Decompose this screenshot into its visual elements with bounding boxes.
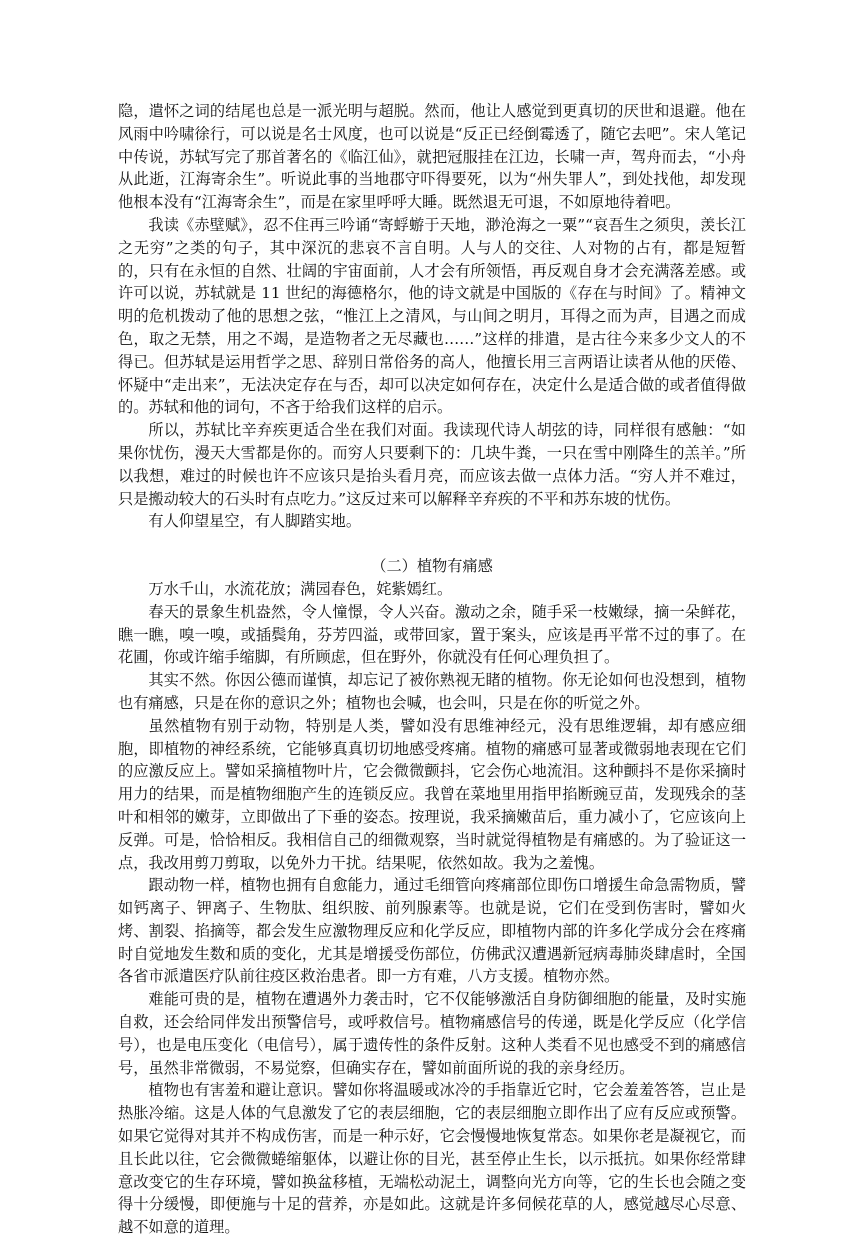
paragraph-shyness: 植物也有害羞和避让意识。譬如你将温暖或冰冷的手指靠近它时，它会羞羞答答，岂止是热胀冷缩。这是人体的气息激发了它的表层细胞，它的表层细胞立即作出了应有反应或预警。如果它觉得对其并不构成伤害，而是一种示好，它会慢慢地恢复常态。如果你老是凝视它，而且长此以往，它会微微蜷缩躯体，以避让你的目光，甚至停止生长，以示抵抗。如果你经常肆意改变它的生存环境，譬如换盆移植，无端松动泥土，调整向光方向等，它的生长也会随之变得十分缓慢，即便施与十足的营养，亦是如此。这就是许多伺候花草的人，感觉越尽心尽意、越不如意的道理。	[118, 1081, 746, 1237]
paragraph-warning-signals: 难能可贵的是，植物在遭遇外力袭击时，它不仅能够激活自身防御细胞的能量，及时实施自救，还会给同伴发出预警信号，或呼救信号。植物痛感信号的传递，既是化学反应（化学信号），也是电压变化（电信号），属于遗传性的条件反射。这种人类看不见也感受不到的痛感信号，虽然非常微弱，不易觉察，但确实存在，譬如前面所说的我的亲身经历。	[118, 990, 746, 1077]
paragraph-opening-verse: 万水千山，水流花放；满园春色，姹紫嫣红。	[148, 579, 453, 598]
paragraph-closing-line: 有人仰望星空，有人脚踏实地。	[148, 512, 362, 531]
paragraph-plant-nerves: 虽然植物有别于动物，特别是人类，譬如没有思维神经元，没有思维逻辑，却有感应细胞，即植物的神经系统，它能够真真切切地感受疼痛。植物的痛感可显著或微弱地表现在它们的应激反应上。譬如采摘植物叶片，它会微微颤抖，它会伤心地流泪。这种颤抖不是你采摘时用力的结果，而是植物细胞产生的连锁反应。我曾在菜地里用指甲掐断豌豆苗，发现残余的茎叶和相邻的嫩芽，立即做出了下垂的姿态。按理说，我采摘嫩苗后，重力减小了，它应该向上反弹。可是，恰恰相反。我相信自己的细微观察，当时就觉得植物是有痛感的。为了验证这一点，我改用剪刀剪取，以免外力干扰。结果呢，依然如故。我为之羞愧。	[118, 716, 746, 872]
paragraph-hu-xian: 所以，苏轼比辛弃疾更适合坐在我们对面。我读现代诗人胡弦的诗，同样很有感触：“如果你忧伤，漫天大雪都是你的。而穷人只要剩下的：几块牛粪，一只在雪中刚降生的羔羊。”所以我想，难过的时候也许不应该只是抬头看月亮，而应该去做一点体力活。“穷人并不难过，只是搬动较大的石头时有点吃力。”这反过来可以解释辛弃疾的不平和苏东坡的忧伤。	[118, 421, 746, 508]
paragraph-not-so: 其实不然。你因公德而谨慎，却忘记了被你熟视无睹的植物。你无论如何也没想到，植物也有痛感，只是在你的意识之外；植物也会喊，也会叫，只是在你的听觉之外。	[118, 671, 746, 712]
paragraph-continuation: 隐，遣怀之词的结尾也总是一派光明与超脱。然而，他让人感觉到更真切的厌世和退避。他在风雨中吟啸徐行，可以说是名士风度，也可以说是“反正已经倒霉透了，随它去吧”。宋人笔记中传说，苏轼写完了那首著名的《临江仙》，就把冠服挂在江边，长啸一声，驾舟而去，“小舟从此逝，江海寄余生”。听说此事的当地郡守吓得要死，以为“州失罪人”，到处找他，却发现他根本没有“江海寄余生”，而是在家里呼呼大睡。既然退无可退，不如原地待着吧。	[118, 102, 746, 212]
paragraph-spring-scene: 春天的景象生机盎然，令人憧憬，令人兴奋。激动之余，随手采一枝嫩绿，摘一朵鲜花，瞧一瞧，嗅一嗅，或插鬓角，芬芳四溢，或带回家，置于案头，应该是再平常不过的事了。在花圃，你或许缩手缩脚，有所顾虑，但在野外，你就没有任何心理负担了。	[118, 602, 746, 667]
paragraph-self-healing: 跟动物一样，植物也拥有自愈能力，通过毛细管向疼痛部位即伤口增援生命急需物质，譬如钙离子、钾离子、生物肽、组织胺、前列腺素等。也就是说，它们在受到伤害时，譬如火烤、割裂、掐摘等，都会发生应激物理反应和化学反应，即植物内部的许多化学成分会在疼痛时自觉地发生数和质的变化，尤其是增援受伤部位，仿佛武汉遭遇新冠病毒肺炎肆虐时，全国各省市派遣医疗队前往疫区救治患者。即一方有难，八方支援。植物亦然。	[118, 876, 746, 986]
paragraph-chibi-fu: 我读《赤壁赋》，忍不住再三吟诵“寄蜉蝣于天地，渺沧海之一粟”“哀吾生之须臾，羡长江之无穷”之类的句子，其中深沉的悲哀不言自明。人与人的交往、人对物的占有，都是短暂的，只有在永恒的自然、壮阔的宇宙面前，人才会有所领悟，再反观自身才会充满落差感。或许可以说，苏轼就是 11 世纪的海德格尔，他的诗文就是中国版的《存在与时间》了。精神文明的危机拨动了他的思想之弦，“惟江上之清风，与山间之明月，耳得之而为声，目遇之而成色，取之无禁，用之不竭，是造物者之无尽藏也……”这样的排遣，是古往今来多少文人的不得已。但苏轼是运用哲学之思、辞别日常俗务的高人，他擅长用三言两语让读者从他的厌倦、怀疑中“走出来”，无法决定存在与否，却可以决定如何存在，决定什么是适合做的或者值得做的。苏轼和他的词句，不吝于给我们这样的启示。	[118, 215, 746, 417]
section-heading: （二）植物有痛感	[371, 557, 493, 576]
